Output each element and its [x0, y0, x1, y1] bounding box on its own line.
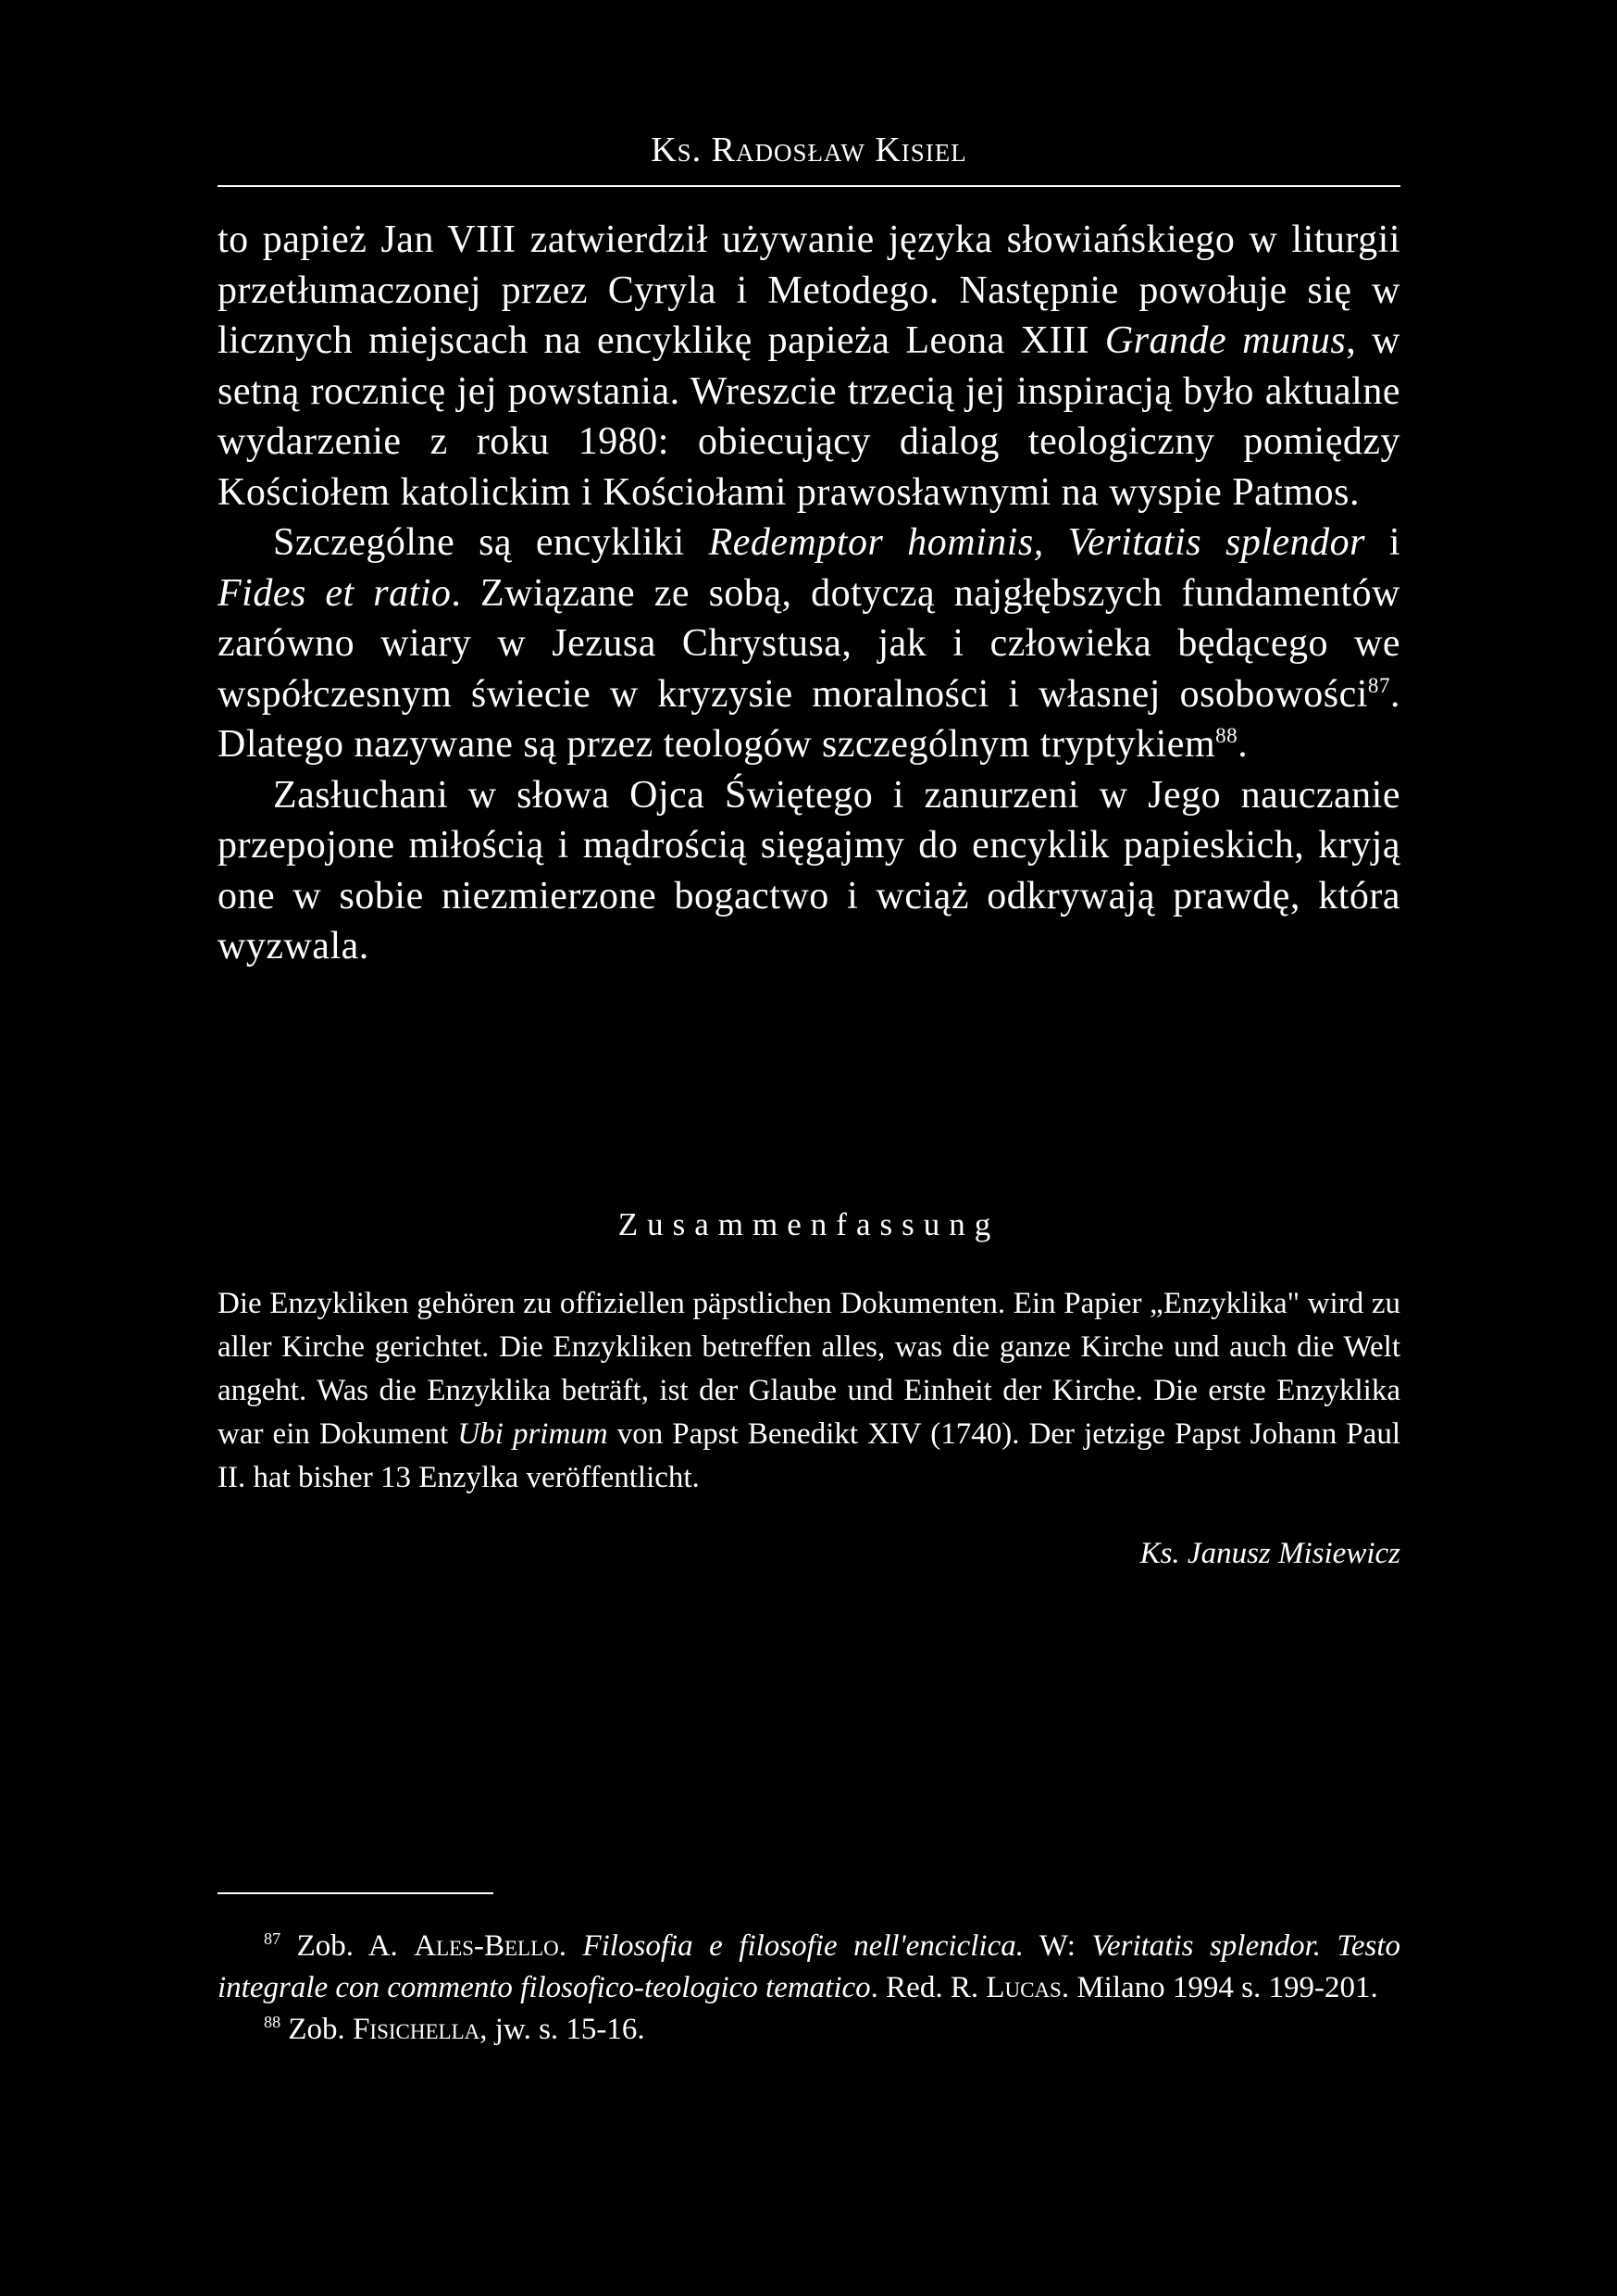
- text-run: Szczególne są encykliki: [273, 521, 709, 564]
- text-run: Zob.: [280, 2013, 354, 2046]
- author-name: Ales-Bello: [414, 1929, 559, 1963]
- text-run: Zob. A.: [280, 1929, 415, 1963]
- paragraph-2: [218, 518, 1400, 770]
- summary-title: Zusammenfassung: [617, 1206, 1001, 1242]
- text-run: . Milano 1994 s. 199-201.: [1061, 1971, 1378, 2004]
- italic-title: Fides et ratio: [218, 571, 452, 615]
- footnote-ref[interactable]: 87: [1367, 672, 1390, 697]
- text-run: Die Enzykliken gehören zu offiziellen päpstlichen Dokumenten. Ein Papier „Enzyklika" wird zu aller Kirche gerichtet. Die Enzykliken betreffen alles, was die ganze Kirche und auch die Welt angeht. Was die Enzyklika beträft, ist der Glaube und Einheit der Kirche. Die erste Enzyklika war ein Dokument: [218, 1287, 1400, 1451]
- footnote-87: [218, 1926, 1400, 2009]
- summary-paragraph: [218, 1282, 1400, 1500]
- author-name: Fisichella: [353, 2013, 480, 2046]
- header-rule: [218, 185, 1400, 187]
- text-run: . Dlatego nazywane są przez teologów szczególnym tryptykiem: [218, 672, 1400, 766]
- italic-title: Redemptor hominis, Veritatis splendor: [708, 521, 1365, 564]
- summary-text: [218, 1282, 1400, 1500]
- paragraph-1: [218, 215, 1400, 518]
- document-page: [218, 0, 1400, 2296]
- text-run: , jw. s. 15-16.: [479, 2013, 645, 2046]
- text-run: . Związane ze sobą, dotyczą najgłębszych fundamentów zarówno wiary w Jezusa Chrystusa, jak i człowieka będącego we współczesnym świecie w kryzysie moralności i własnej osobowości: [218, 571, 1400, 716]
- footnote-rule: [218, 1892, 493, 1894]
- italic-title: Filosofia e filosofie nell'enciclica.: [582, 1929, 1024, 1963]
- footnote-number: 88: [264, 2013, 281, 2031]
- author-signature: Ks. Janusz Misiewicz: [1139, 1537, 1400, 1570]
- text-run: .: [558, 1929, 583, 1963]
- footnotes: [218, 1926, 1400, 2051]
- italic-title: Veritatis splendor. Testo integrale con commento filosofico-teologico tematico: [218, 1929, 1400, 2004]
- text-run: i: [1364, 521, 1401, 564]
- running-head: Ks. Radosław Kisiel: [651, 131, 967, 169]
- footnote-88: [218, 2009, 1400, 2051]
- text-run: W:: [1023, 1929, 1092, 1963]
- text-run: , w setną rocznicę jej powstania. Wreszcie trzecią jej inspiracją było aktualne wydarzenie z roku 1980: obiecujący dialog teologiczny pomiędzy Kościołem katolickim i Kościołami prawosławnymi na wyspie Patmos.: [218, 319, 1400, 514]
- text-run: to papież Jan VIII zatwierdził używanie języka słowiańskiego w liturgii przetłumaczonej przez Cyryla i Metodego. Następnie powołuje się w licznych miejscach na encyklikę papieża Leona XIII: [218, 218, 1400, 362]
- paragraph-3: Zasłuchani w słowa Ojca Świętego i zanurzeni w Jego nauczanie przepojone miłością i mądrością sięgajmy do encyklik papieskich, kryją one w sobie niezmierzone bogactwo i wciąż odkrywają prawdę, która wyzwala.: [218, 773, 1400, 967]
- text-run: .: [1238, 723, 1249, 766]
- main-text: [218, 215, 1400, 972]
- text-run: . Red. R.: [870, 1971, 987, 2004]
- text-run: von Papst Benedikt XIV (1740). Der jetzige Papst Johann Paul II. hat bisher 13 Enzylka veröffentlicht.: [218, 1417, 1400, 1494]
- footnote-number: 87: [264, 1929, 281, 1948]
- italic-title: Grande munus: [1104, 319, 1347, 362]
- author-name: Lucas: [986, 1971, 1062, 2004]
- italic-title: Ubi primum: [457, 1417, 608, 1451]
- footnote-ref[interactable]: 88: [1215, 723, 1238, 747]
